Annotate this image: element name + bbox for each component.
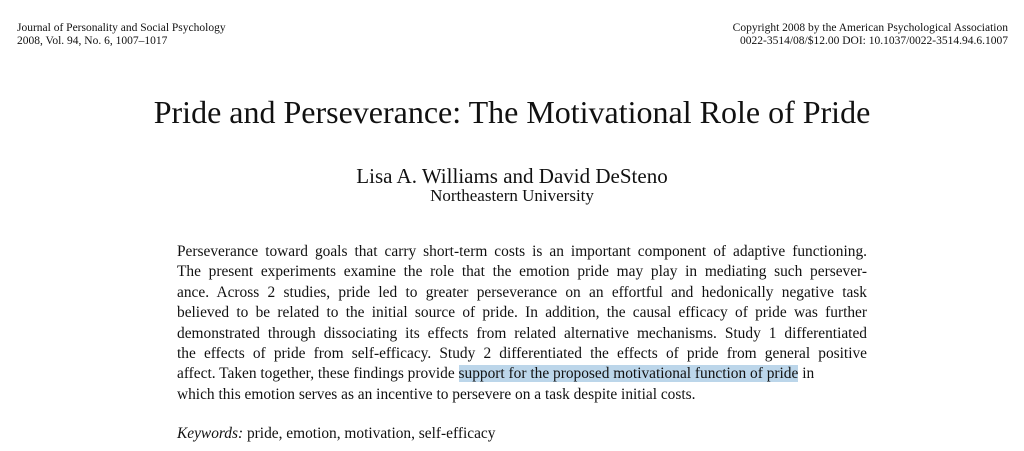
keywords — [177, 424, 495, 444]
selected-text-highlight[interactable]: support for the proposed motivational function of pride — [458, 365, 799, 383]
abstract — [177, 242, 867, 405]
author-affiliation: Northeastern University — [430, 186, 594, 205]
copyright-notice — [733, 22, 1008, 48]
doi-line: 0022-3514/08/$12.00 DOI: 10.1037/0022-3514.94.6.1007 — [739, 35, 1008, 47]
abstract-text: in — [798, 365, 815, 383]
keywords-list: pride, emotion, motivation, self-efficacy — [243, 425, 496, 442]
abstract-line: which this emotion serves as an incentive to persevere on a task despite initial costs. — [177, 385, 696, 403]
paper-title: Pride and Perseverance: The Motivational Role of Pride — [153, 94, 871, 130]
journal-volume: 2008, Vol. 94, No. 6, 1007–1017 — [17, 35, 168, 47]
journal-citation — [17, 22, 226, 48]
abstract-line-with-selection[interactable] — [177, 364, 867, 384]
journal-name: Journal of Personality and Social Psychology — [17, 22, 226, 34]
abstract-line: The present experiments examine the role that the emotion pride may play in mediating such persever- — [177, 263, 867, 281]
abstract-line: ance. Across 2 studies, pride led to greater perseverance on an effortful and hedonically negative task — [177, 283, 867, 301]
abstract-line: believed to be related to the initial source of pride. In addition, the causal efficacy of pride was further — [177, 304, 867, 322]
copyright-line: Copyright 2008 by the American Psychological Association — [732, 22, 1008, 34]
abstract-line: Perseverance toward goals that carry short-term costs is an important component of adaptive functioning. — [177, 243, 867, 260]
abstract-line: the effects of pride from self-efficacy. Study 2 differentiated the effects of pride from general positive — [177, 345, 867, 363]
abstract-line: demonstrated through dissociating its effects from related alternative mechanisms. Study 1 differentiated — [177, 324, 867, 342]
abstract-text: affect. Taken together, these findings provide — [177, 365, 459, 383]
paper-authors: Lisa A. Williams and David DeSteno — [356, 164, 668, 188]
keywords-label: Keywords: — [177, 425, 244, 442]
